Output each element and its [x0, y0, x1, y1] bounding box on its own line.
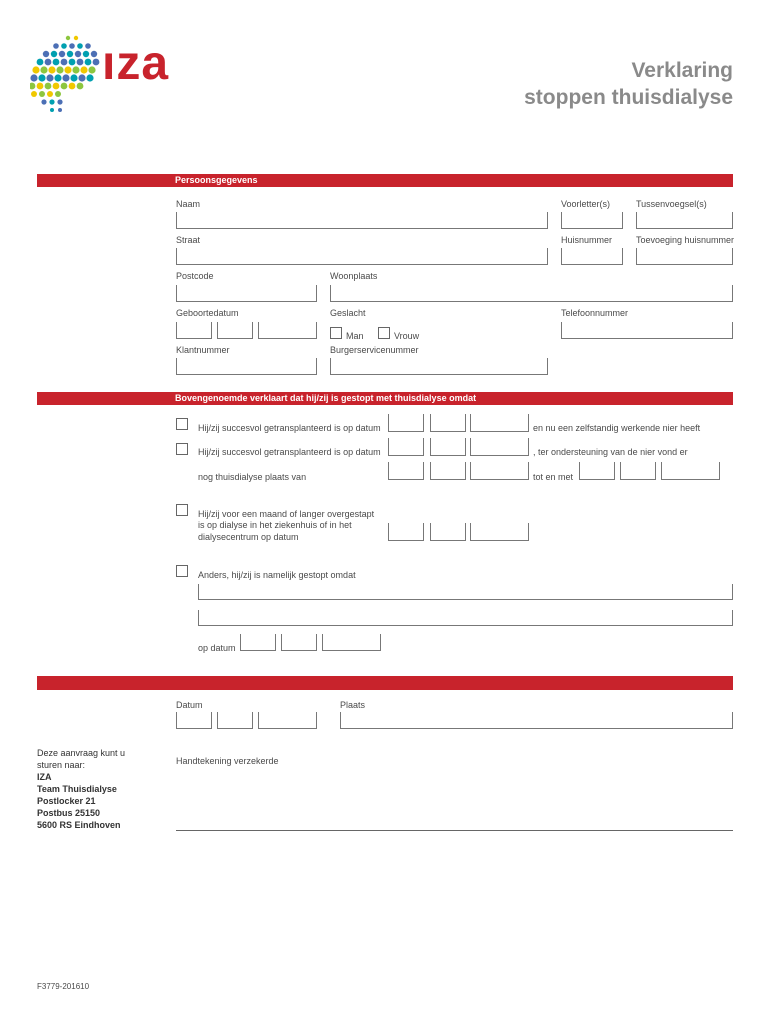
tussenvoegsels-label: Tussenvoegsel(s) — [636, 199, 707, 209]
telefoon-label: Telefoonnummer — [561, 308, 629, 318]
logo-dot — [48, 66, 55, 73]
logo-dot — [88, 66, 95, 73]
bsn-label: Burgerservicenummer — [330, 345, 419, 355]
logo-dot — [45, 59, 52, 66]
anders-reason-line1-field[interactable] — [198, 584, 733, 600]
send-to-city: 5600 RS Eindhoven — [37, 820, 121, 830]
logo-dot — [74, 36, 78, 40]
logo-dot — [78, 74, 85, 81]
logo-dot — [30, 74, 37, 81]
datum-label: Datum — [176, 700, 203, 710]
datum-year-field[interactable] — [258, 712, 317, 729]
logo-dot — [37, 83, 44, 90]
geboortedatum-label: Geboortedatum — [176, 308, 239, 318]
logo-dot — [67, 51, 73, 57]
logo-dot — [54, 74, 61, 81]
option-hospital-line2: is op dialyse in het ziekenhuis of in het — [198, 520, 352, 530]
logo-dot — [59, 51, 65, 57]
logo-dots-icon — [30, 32, 100, 114]
logo-dot — [80, 66, 87, 73]
handtekening-label: Handtekening verzekerde — [176, 756, 279, 766]
anders-reason-line2-field[interactable] — [198, 610, 733, 626]
opt2-year-field[interactable] — [470, 438, 529, 456]
option-transplant-checkbox[interactable] — [176, 418, 188, 430]
huisnummer-label: Huisnummer — [561, 235, 613, 245]
logo-dot — [30, 83, 35, 90]
geslacht-vrouw-label: Vrouw — [394, 331, 420, 341]
logo-dot — [61, 43, 67, 49]
signature-line[interactable] — [176, 830, 733, 831]
straat-label: Straat — [176, 235, 201, 245]
logo-dot — [31, 91, 37, 97]
opt3-day-field[interactable] — [388, 523, 424, 541]
opt2-van-month-field[interactable] — [430, 462, 466, 480]
section-persoonsgegevens-header: Persoonsgegevens — [37, 174, 733, 187]
bsn-field[interactable] — [330, 358, 548, 375]
opt1-day-field[interactable] — [388, 414, 424, 432]
logo-dot — [77, 59, 84, 66]
toevoeging-field[interactable] — [636, 248, 733, 265]
send-to-postbus: Postbus 25150 — [37, 808, 101, 818]
logo-dot — [62, 74, 69, 81]
opt2-van-day-field[interactable] — [388, 462, 424, 480]
logo-dot — [69, 59, 76, 66]
logo-dot — [83, 51, 89, 57]
option-anders-label: Anders, hij/zij is namelijk gestopt omdat — [198, 570, 356, 580]
logo-dot — [37, 59, 44, 66]
option-anders-checkbox[interactable] — [176, 565, 188, 577]
page-title — [524, 57, 733, 111]
logo-dot — [58, 108, 62, 112]
postcode-field[interactable] — [176, 285, 317, 302]
logo-dot — [46, 74, 53, 81]
geboortedatum-day-field[interactable] — [176, 322, 212, 339]
logo-dot — [70, 74, 77, 81]
option-transplant-label: Hij/zij succesvol getransplanteerd is op datum — [198, 423, 381, 433]
geslacht-man-checkbox[interactable] — [330, 327, 342, 339]
logo-dot — [47, 91, 53, 97]
page-title-line1: Verklaring — [631, 59, 733, 82]
send-to-team: Team Thuisdialyse — [37, 784, 117, 794]
form-code: F3779-201610 — [37, 982, 90, 991]
logo-dot — [38, 74, 45, 81]
logo-dot — [93, 59, 100, 66]
logo-dot — [53, 43, 59, 49]
logo-dot — [72, 66, 79, 73]
opt2-month-field[interactable] — [430, 438, 466, 456]
send-to-org: IZA — [37, 772, 52, 782]
opt2-day-field[interactable] — [388, 438, 424, 456]
option-hospital-line1: Hij/zij voor een maand of langer overgestapt — [198, 509, 375, 519]
logo-dot — [91, 51, 97, 57]
woonplaats-label: Woonplaats — [330, 271, 378, 281]
opt3-month-field[interactable] — [430, 523, 466, 541]
woonplaats-field[interactable] — [330, 285, 733, 302]
naam-field[interactable] — [176, 212, 548, 229]
geslacht-vrouw-checkbox[interactable] — [378, 327, 390, 339]
section-ondertekening-header — [37, 676, 733, 690]
opt2-tot-day-field[interactable] — [579, 462, 615, 480]
opt2-tot-month-field[interactable] — [620, 462, 656, 480]
logo-dot — [53, 59, 60, 66]
opt4-month-field[interactable] — [281, 634, 317, 651]
section-reden-header: Bovengenoemde verklaart dat hij/zij is gestopt met thuisdialyse omdat — [37, 392, 733, 405]
opt4-day-field[interactable] — [240, 634, 276, 651]
page-title-line2: stoppen thuisdialyse — [524, 86, 733, 109]
option-transplant-dialysis-label: Hij/zij succesvol getransplanteerd is op datum — [198, 447, 381, 457]
straat-field[interactable] — [176, 248, 548, 265]
option-hospital-dialysis-checkbox[interactable] — [176, 504, 188, 516]
option-hospital-line3: dialysecentrum op datum — [198, 532, 299, 542]
logo-dot — [85, 59, 92, 66]
logo-dot — [45, 83, 52, 90]
opt2-totenmet-label: tot en met — [533, 472, 574, 482]
logo-dot — [69, 83, 76, 90]
logo-dot — [57, 99, 62, 104]
opt2-tot-year-field[interactable] — [661, 462, 720, 480]
voorletters-field[interactable] — [561, 212, 623, 229]
logo-wordmark: ıza — [102, 37, 170, 90]
logo-dot — [86, 74, 93, 81]
send-to-address — [37, 747, 125, 831]
logo-dot — [40, 66, 47, 73]
logo-dot — [39, 91, 45, 97]
plaats-field[interactable] — [340, 712, 733, 729]
plaats-label: Plaats — [340, 700, 366, 710]
logo-dot — [32, 66, 39, 73]
logo-dot — [61, 59, 68, 66]
option-transplant-suffix: en nu een zelfstandig werkende nier heeft — [533, 423, 701, 433]
logo-dot — [77, 43, 83, 49]
logo-dot — [85, 43, 91, 49]
logo-dot — [66, 36, 70, 40]
option-transplant-dialysis-suffix: , ter ondersteuning van de nier vond er — [533, 447, 688, 457]
logo-dot — [50, 108, 54, 112]
naam-label: Naam — [176, 199, 201, 209]
logo-dot — [53, 83, 60, 90]
geboortedatum-year-field[interactable] — [258, 322, 317, 339]
send-to-postlocker: Postlocker 21 — [37, 796, 96, 806]
opt2-van-year-field[interactable] — [470, 462, 529, 480]
datum-day-field[interactable] — [176, 712, 212, 729]
klantnummer-label: Klantnummer — [176, 345, 230, 355]
logo-dot — [51, 51, 57, 57]
geboortedatum-month-field[interactable] — [217, 322, 253, 339]
logo-dot — [43, 51, 49, 57]
tussenvoegsels-field[interactable] — [636, 212, 733, 229]
logo-dot — [75, 51, 81, 57]
send-to-intro-line1: Deze aanvraag kunt u — [37, 748, 126, 758]
opt4-year-field[interactable] — [322, 634, 381, 651]
opt2-line2-label: nog thuisdialyse plaats van — [198, 472, 307, 482]
geslacht-label: Geslacht — [330, 308, 366, 318]
telefoon-field[interactable] — [561, 322, 733, 339]
logo-dot — [56, 66, 63, 73]
opt1-month-field[interactable] — [430, 414, 466, 432]
logo-dot — [41, 99, 46, 104]
logo-dot — [64, 66, 71, 73]
logo-dot — [69, 43, 75, 49]
klantnummer-field[interactable] — [176, 358, 317, 375]
send-to-intro-line2: sturen naar: — [37, 760, 86, 770]
opdatum-label: op datum — [198, 643, 236, 653]
logo-dot — [55, 91, 61, 97]
geslacht-man-label: Man — [346, 331, 364, 341]
logo-dot — [61, 83, 68, 90]
logo-dot — [77, 83, 84, 90]
voorletters-label: Voorletter(s) — [561, 199, 611, 209]
opt3-year-field[interactable] — [470, 523, 529, 541]
option-transplant-dialysis-checkbox[interactable] — [176, 443, 188, 455]
opt1-year-field[interactable] — [470, 414, 529, 432]
postcode-label: Postcode — [176, 271, 214, 281]
iza-logo — [30, 32, 190, 114]
huisnummer-field[interactable] — [561, 248, 623, 265]
toevoeging-label: Toevoeging huisnummer — [636, 235, 735, 245]
logo-dot — [49, 99, 54, 104]
datum-month-field[interactable] — [217, 712, 253, 729]
